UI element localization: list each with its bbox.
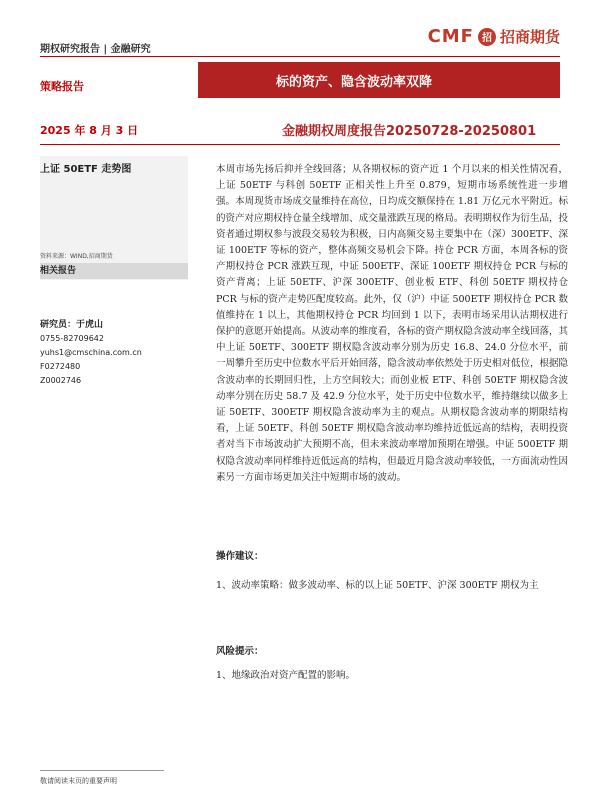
header-breadcrumb: 期权研究报告 | 金融研究 xyxy=(40,44,151,55)
logo-latin: CMF xyxy=(427,26,474,47)
risk-title: 风险提示： xyxy=(216,646,264,657)
headline-banner xyxy=(198,62,560,98)
analyst-info xyxy=(40,318,142,388)
sidebar-related-reports: 相关报告 xyxy=(40,263,188,279)
headline-text: 标的资产、隐含波动率双降 xyxy=(276,74,433,90)
logo-badge-icon: 招 xyxy=(478,28,496,46)
sidebar-chart-title: 上证 50ETF 走势图 xyxy=(40,164,132,175)
suggestion-title: 操作建议： xyxy=(216,551,264,562)
risk-item: 1、地缘政治对资产配置的影响。 xyxy=(216,670,356,681)
analyst-license-1: F0272480 xyxy=(40,362,81,371)
report-category: 策略报告 xyxy=(40,80,84,93)
sidebar-source: 资料来源：WIND,招商期货 xyxy=(40,253,113,260)
analyst-phone: 0755-82709642 xyxy=(40,334,104,343)
logo-chinese: 招商期货 xyxy=(499,28,560,46)
analyst-email: yuhs1@cmschina.com.cn xyxy=(40,348,142,357)
analyst-name: 研究员：于虎山 xyxy=(40,320,104,330)
analyst-license-2: Z0002746 xyxy=(40,376,82,385)
footer-divider xyxy=(40,770,164,771)
body-paragraph: 本周市场先扬后抑并全线回落；从各期权标的资产近 1 个月以来的相关性情况看，上证 50ETF 与科创 50ETF 正相关性上升至 0.879，短期市场系统性进一步增强。本周现货市场成交量维持在高位，日均成交额保持在 1.81 万亿元水平附近。标的资产对应期权持仓量全线增加、成交量涨跌互现的格局。表明期权作为衍生品，投资者通过期权参与波段交易较为积极，日内高频交易主要集中在（深）300ETF、深证 100ETF 等标的资产，整体高频交易机会下降。持仓 PCR 方面，本周各标的资产期权持仓 PCR 涨跌互现，中证 500ETF、深证 100ETF 期权持仓 PCR 与标的资产背离；上证 50ETF、沪深 300ETF、创业板 ETF、科创 50ETF 期权持仓 PCR 与标的资产走势匹配度较高。此外，仅（沪）中证 500ETF 期权持仓 PCR 数值维持在 1 以上，其他期权持仓 PCR 均回到 1 以下，表明市场采用认沽期权进行保护的意愿开始提高。从波动率的维度看，各标的资产期权隐含波动率全线回落，其中上证 50ETF、300ETF 期权隐含波动率分别为历史 16.8、24.0 分位水平，前一周攀升至历史中位数水平后开始回落，隐含波动率依然处于历史相对低位，根据隐含波动率的长期回归性，上方空间较大；而创业板 ETF、科创 50ETF 期权隐含波动率分别在历史 58.7 及 42.9 分位水平，处于历史中位数水平，维持继续以做多上证 50ETF、300ETF 期权隐含波动率为主的观点。从期权隐含波动率的期限结构看，上证 50ETF、科创 50ETF 期权隐含波动率均维持近低远高的结构，表明投资者对当下市场波动扩大预期不高，但未来波动率增加预期在增强。中证 500ETF 期权隐含波动率同样维持近低远高的结构，但最近月隐含波动率较低，一方面流动性因素另一方面市场更加关注中短期市场的波动。 xyxy=(216,164,568,483)
report-body xyxy=(216,162,568,486)
report-date: 2025 年 8 月 3 日 xyxy=(40,124,139,137)
title-divider xyxy=(40,144,560,145)
header-divider xyxy=(40,56,560,57)
company-logo xyxy=(428,26,560,47)
suggestion-item: 1、波动率策略：做多波动率、标的以上证 50ETF、沪深 300ETF 期权为主 xyxy=(216,580,539,591)
report-title: 金融期权周度报告20250728-20250801 xyxy=(282,124,537,139)
footer-disclaimer: 敬请阅读末页的重要声明 xyxy=(40,777,117,785)
